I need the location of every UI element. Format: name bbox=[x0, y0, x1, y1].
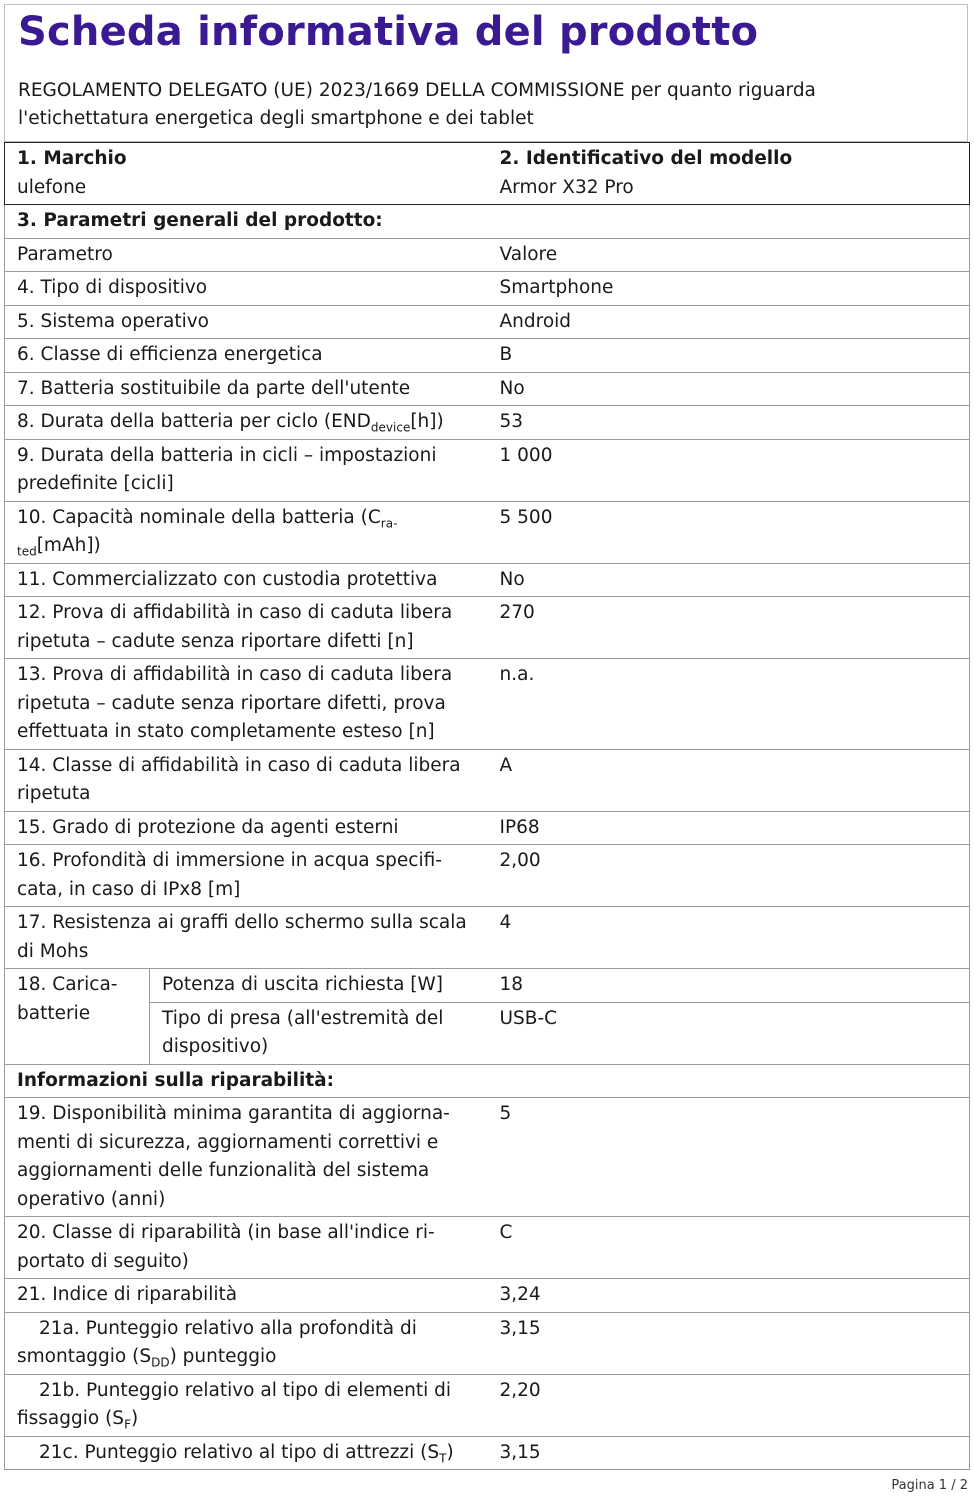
row-value: 53 bbox=[487, 406, 970, 440]
charger-plug-row bbox=[5, 1002, 970, 1064]
row-label bbox=[5, 1436, 487, 1470]
row-value: No bbox=[487, 563, 970, 597]
row-label: 5. Sistema operativo bbox=[5, 305, 487, 339]
row-label-suffix: [mAh]) bbox=[36, 535, 101, 556]
row-label-suffix: ) bbox=[130, 1408, 139, 1429]
row-label: 20. Classe di riparabilità (in base all'indice ri-portato di seguito) bbox=[5, 1217, 487, 1279]
model-label: 2. Identificativo del modello bbox=[499, 148, 793, 169]
row-value: 1 000 bbox=[487, 439, 970, 501]
charger-power-label: Potenza di uscita richiesta [W] bbox=[150, 969, 487, 1003]
row-label: 19. Disponibilità minima garantita di aggiorna-menti di sicurezza, aggiornamenti correttivi e aggiornamenti delle funzionalità del sistema operativo (anni) bbox=[5, 1098, 487, 1217]
param-header: Parametro bbox=[5, 238, 487, 272]
row-label-subscript: F bbox=[124, 1417, 131, 1432]
row-label: 12. Prova di affidabilità in caso di caduta libera ripetuta – cadute senza riportare difetti [n] bbox=[5, 597, 487, 659]
row-value: Android bbox=[487, 305, 970, 339]
page-number: Pagina 1 / 2 bbox=[891, 1478, 968, 1493]
general-section-row bbox=[5, 205, 970, 239]
table-row bbox=[5, 439, 970, 501]
brand-label: 1. Marchio bbox=[17, 148, 127, 169]
row-label-text: 21c. Punteggio relativo al tipo di attrezzi (S bbox=[39, 1441, 440, 1463]
row-label-subscript: DD bbox=[151, 1355, 170, 1370]
row-value: n.a. bbox=[487, 659, 970, 750]
brand-row bbox=[5, 143, 970, 205]
row-label: 16. Profondità di immersione in acqua specifi-cata, in caso di IPx8 [m] bbox=[5, 845, 487, 907]
model-value: Armor X32 Pro bbox=[499, 176, 634, 198]
row-label-text: 21a. Punteggio relativo alla profondità di smontaggio (S bbox=[17, 1317, 417, 1367]
row-label-text: 8. Durata della batteria per ciclo (END bbox=[17, 411, 371, 432]
repair-section-row bbox=[5, 1064, 970, 1098]
row-label-text: 10. Capacità nominale della batteria (C bbox=[17, 506, 381, 528]
product-info-table bbox=[4, 142, 970, 1470]
row-value: 4 bbox=[487, 907, 970, 969]
charger-plug-label: Tipo di presa (all'estremità del dispositivo) bbox=[150, 1002, 487, 1064]
charger-label: 18. Carica-batterie bbox=[5, 969, 150, 1065]
row-value: 3,15 bbox=[487, 1436, 970, 1470]
row-value: 3,15 bbox=[487, 1312, 970, 1374]
table-row bbox=[5, 907, 970, 969]
general-section-title: 3. Parametri generali del prodotto: bbox=[5, 205, 970, 239]
table-row bbox=[5, 272, 970, 306]
row-label: 11. Commercializzato con custodia protettiva bbox=[5, 563, 487, 597]
page-title: Scheda informativa del prodotto bbox=[18, 9, 759, 55]
row-label-text: 21b. Punteggio relativo al tipo di elementi di fissaggio (S bbox=[17, 1379, 452, 1429]
row-label: 4. Tipo di dispositivo bbox=[5, 272, 487, 306]
row-label: 21. Indice di riparabilità bbox=[5, 1279, 487, 1313]
row-label bbox=[5, 501, 487, 563]
row-value: A bbox=[487, 749, 970, 811]
charger-power-row bbox=[5, 969, 970, 1003]
row-label: 9. Durata della batteria in cicli – impostazioni predefinite [cicli] bbox=[5, 439, 487, 501]
row-label-subscript: device bbox=[370, 420, 411, 435]
table-row bbox=[5, 339, 970, 373]
table-row bbox=[5, 406, 970, 440]
table-row bbox=[5, 238, 970, 272]
row-value: 2,20 bbox=[487, 1374, 970, 1436]
row-label bbox=[5, 1312, 487, 1374]
table-row bbox=[5, 372, 970, 406]
row-label: 7. Batteria sostituibile da parte dell'utente bbox=[5, 372, 487, 406]
row-value: Smartphone bbox=[487, 272, 970, 306]
table-row bbox=[5, 1374, 970, 1436]
header-box bbox=[4, 4, 968, 142]
table-row bbox=[5, 659, 970, 750]
row-label-subscript: ra-ted bbox=[17, 516, 398, 559]
row-label: 15. Grado di protezione da agenti esterni bbox=[5, 811, 487, 845]
row-label-suffix: ) punteggio bbox=[169, 1346, 277, 1367]
table-row bbox=[5, 1312, 970, 1374]
brand-cell bbox=[5, 143, 487, 205]
row-label: 17. Resistenza ai graffi dello schermo sulla scala di Mohs bbox=[5, 907, 487, 969]
table-row bbox=[5, 811, 970, 845]
table-row bbox=[5, 501, 970, 563]
table-row bbox=[5, 749, 970, 811]
repair-section-title: Informazioni sulla riparabilità: bbox=[5, 1064, 970, 1098]
row-label: 6. Classe di efficienza energetica bbox=[5, 339, 487, 373]
table-row bbox=[5, 597, 970, 659]
row-label-suffix: ) bbox=[446, 1441, 454, 1463]
row-value: C bbox=[487, 1217, 970, 1279]
row-value: 3,24 bbox=[487, 1279, 970, 1313]
model-cell bbox=[487, 143, 970, 205]
table-row bbox=[5, 1098, 970, 1217]
row-value: 2,00 bbox=[487, 845, 970, 907]
row-label bbox=[5, 1374, 487, 1436]
row-value: B bbox=[487, 339, 970, 373]
row-label-suffix: [h]) bbox=[410, 411, 444, 432]
table-row bbox=[5, 1436, 970, 1470]
row-label bbox=[5, 406, 487, 440]
row-value: 270 bbox=[487, 597, 970, 659]
charger-plug-value: USB-C bbox=[487, 1002, 970, 1064]
regulation-subtitle: REGOLAMENTO DELEGATO (UE) 2023/1669 DELLA COMMISSIONE per quanto riguarda l'etichettatura energetica degli smartphone e dei tablet bbox=[18, 80, 816, 129]
table-row bbox=[5, 563, 970, 597]
table-row bbox=[5, 1217, 970, 1279]
row-label: 13. Prova di affidabilità in caso di caduta libera ripetuta – cadute senza riportare difetti, prova effettuata in stato completamente esteso [n] bbox=[5, 659, 487, 750]
table-row bbox=[5, 1279, 970, 1313]
brand-value: ulefone bbox=[17, 176, 87, 198]
table-row bbox=[5, 305, 970, 339]
value-header: Valore bbox=[487, 238, 970, 272]
row-value: IP68 bbox=[487, 811, 970, 845]
row-value: 5 500 bbox=[487, 501, 970, 563]
table-row bbox=[5, 845, 970, 907]
charger-power-value: 18 bbox=[487, 969, 970, 1003]
row-value: 5 bbox=[487, 1098, 970, 1217]
row-label-subscript: T bbox=[439, 1451, 447, 1466]
row-label: 14. Classe di affidabilità in caso di caduta libera ripetuta bbox=[5, 749, 487, 811]
row-value: No bbox=[487, 372, 970, 406]
